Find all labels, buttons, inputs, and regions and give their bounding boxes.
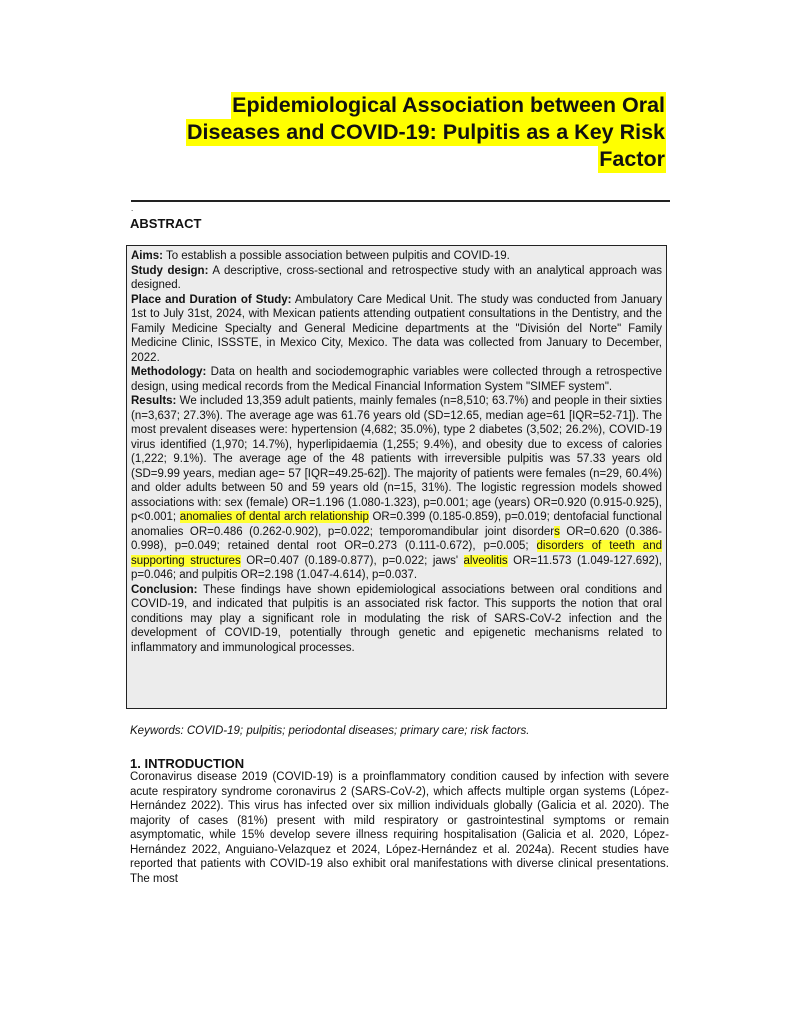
intro-paragraph: Coronavirus disease 2019 (COVID-19) is a proinflammatory condition caused by infection with severe acute respiratory syndrome coronavirus 2 (SARS-CoV-2), which affects multiple organ systems (López-Hernández 2022). This virus has infected over six million individuals globally (Galicia et al. 2020). The majority of cases (81%) present with mild respiratory or gastrointestinal symptoms or remain asymptomatic, while 15% develop severe illness requiring hospitalisation (Galicia et al. 2020, López-Hernández 2022, Anguiano-Velazquez et 2024, López-Hernández et al. 2024a). Recent studies have reported that patients with COVID-19 also exhibit oral manifestations with diverse clinical presentations. The most	[130, 771, 669, 885]
conclusion-label: Conclusion:	[131, 583, 198, 596]
abstract-heading: ABSTRACT	[130, 216, 202, 231]
abstract-box	[126, 245, 667, 709]
results-text-5: OR=11.573 (1.049-127.692), p=0.046; and pulpitis OR=2.198 (1.047-4.614), p=0.037.	[131, 554, 662, 581]
highlight-s: s	[554, 525, 560, 538]
highlight-anomalies: anomalies of dental arch relationship	[179, 511, 369, 523]
method-label: Methodology:	[131, 366, 207, 378]
design-label: Study design:	[131, 264, 209, 277]
results-text-1: We included 13,359 adult patients, mainly females (n=8,510; 63.7%) and people in their sixties (n=3,637; 27.3%). The average age was 61.76 years old (SD=12.65, median age=61 [IQR=52-71]). The most prevalent diseases were: hypertension (4,682; 35.0%), type 2 diabetes (3,502; 26.2%), COVID-19 virus identified (1,970; 14.7%), hyperlipidaemia (1,255; 9.4%), and obesity due to excess of calories (1,222; 9.1%). The average age of the 48 patients with irreversible pulpitis was 57.33 years old (SD=9.99 years, median age= 57 [IQR=49.25-62]). The majority of patients were females (n=29, 60.4%) and older adults between 50 and 59 years old (n=15, 31%). The logistic regression models showed associations with: sex (female) OR=1.196 (1.080-1.323), p=0.001; age (years) OR=0.920 (0.915-0.925), p<0.001;	[131, 395, 662, 523]
abstract-place	[131, 293, 662, 366]
design-text: A descriptive, cross-sectional and retrospective study with an analytical approach was designed.	[131, 264, 663, 291]
paper-title	[106, 92, 666, 173]
abstract-aims	[131, 249, 662, 264]
title-line-2: Diseases and COVID-19: Pulpitis as a Key Risk	[187, 120, 665, 144]
abstract-conclusion	[131, 583, 662, 656]
results-text-3: OR=0.620 (0.386-0.998), p=0.049; retained dental root OR=0.273 (0.111-0.672), p=0.005;	[131, 525, 662, 552]
highlight-alveolitis: alveolitis	[463, 554, 508, 567]
intro-heading: 1. INTRODUCTION	[130, 756, 245, 771]
place-label: Place and Duration of Study:	[131, 293, 292, 306]
abstract-results	[131, 394, 662, 583]
aims-text: To establish a possible association between pulpitis and COVID-19.	[162, 250, 510, 262]
aims-label: Aims:	[131, 250, 163, 262]
highlight-disorders: disorders of teeth and supporting structures	[131, 540, 662, 567]
results-text-2: OR=0.399 (0.185-0.859), p=0.019; dentofacial functional anomalies OR=0.486 (0.262-0.902), p=0.022; temporomandibular joint disorder	[131, 511, 662, 538]
place-text: Ambulatory Care Medical Unit. The study was conducted from January 1st to July 31st, 2024, with Mexican patients attending outpatient consultations in the Dentistry, and the Family Medicine Specialty and General Medicine departments at the "División del Norte" Family Medicine Clinic, ISSSTE, in Mexico City, Mexico. The data was collected from January to December, 2022.	[131, 293, 662, 364]
abstract-methodology	[131, 365, 662, 394]
title-line-3: Factor	[599, 147, 665, 171]
results-label: Results:	[131, 395, 177, 407]
title-line-1: Epidemiological Association between Oral	[232, 93, 665, 117]
abstract-design	[131, 264, 662, 293]
keywords: Keywords: COVID-19; pulpitis; periodontal diseases; primary care; risk factors.	[130, 725, 530, 737]
method-text: Data on health and sociodemographic variables were collected through a retrospective design, using medical records from the Medical Financial Information System "SIMEF system".	[131, 366, 662, 393]
divider-dot: .	[131, 204, 134, 213]
title-divider	[131, 200, 670, 202]
results-text-4: OR=0.407 (0.189-0.877), p=0.022; jaws'	[240, 554, 464, 567]
conclusion-text: These findings have shown epidemiological associations between oral conditions and COVID-19, and indicated that pulpitis is an associated risk factor. This supports the notion that oral conditions may play a significant role in modulating the risk of SARS-CoV-2 infection and the development of COVID-19, potentially through genetic and epigenetic mechanisms related to inflammatory and immunological processes.	[131, 583, 662, 654]
